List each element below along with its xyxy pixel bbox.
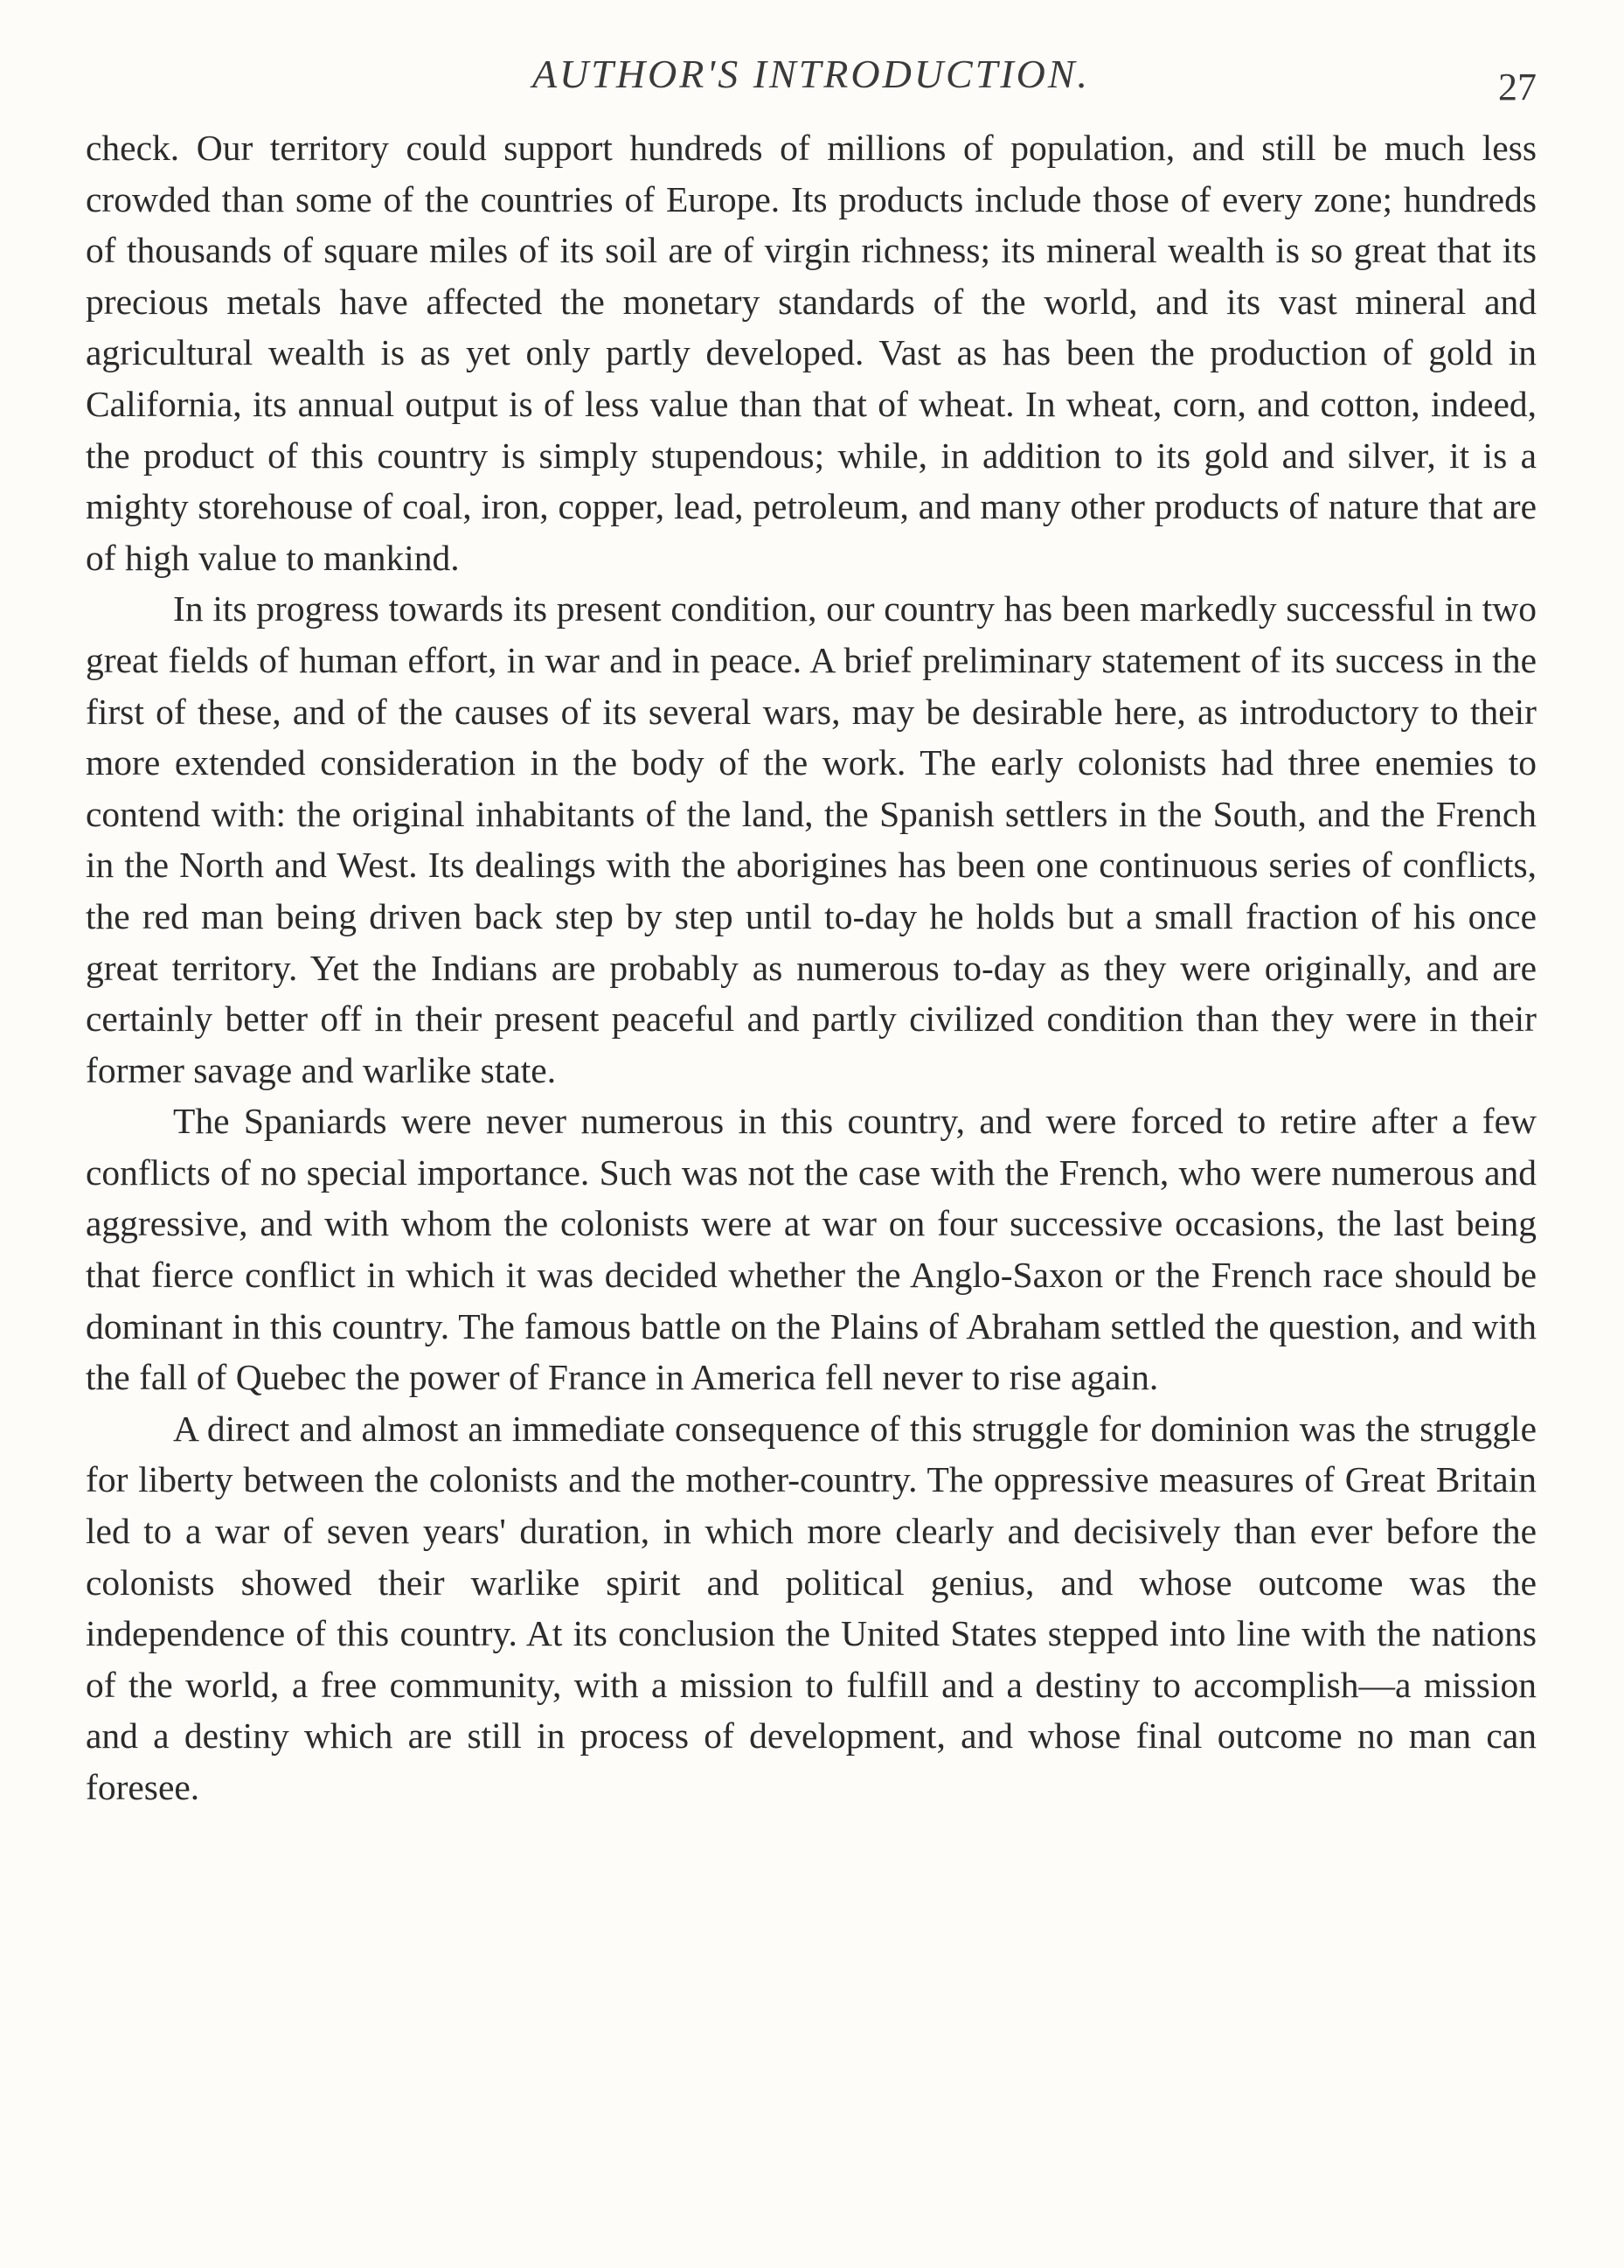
body-text (86, 122, 1537, 1813)
page-number: 27 (1498, 66, 1537, 108)
paragraph-spaniards-french: The Spaniards were never numerous in this country, and were forced to retire after a few conflicts of no special importance. Such was not the case with the French, who were numerous and aggressive, and with whom the colonists were at war on four successive occasions, the last being that fierce conflict in which it was decided whether the Anglo-Saxon or the French race should be dominant in this country. The famous battle on the Plains of Abraham settled the question, and with the fall of Quebec the power of France in America fell never to rise again. (86, 1101, 1537, 1398)
running-head (86, 51, 1537, 112)
paragraph-wars-overview: In its progress towards its present condition, our country has been markedly successful in two great fields of human effort, in war and in peace. A brief preliminary statement of its success in the first of these, and of the causes of its several wars, may be desirable here, as introductory to their more extended consideration in the body of the work. The early colonists had three enemies to contend with: the original inhabitants of the land, the Spanish settlers in the South, and the French in the North and West. Its dealings with the aborigines has been one continuous series of conflicts, the red man being driven back step by step until to-day he holds but a small fraction of his once great territory. Yet the Indians are probably as numerous to-day as they were originally, and are certainly better off in their present peaceful and partly civilized condition than they were in their former savage and warlike state. (86, 588, 1537, 1090)
paragraph-struggle-for-liberty: A direct and almost an immediate consequence of this struggle for dominion was the struggle for liberty between the colonists and the mother-country. The oppressive measures of Great Britain led to a war of seven years' duration, in which more clearly and decisively than ever before the colonists showed their warlike spirit and political genius, and whose outcome was the independence of this country. At its conclusion the United States stepped into line with the nations of the world, a free community, with a mission to fulfill and a destiny to accomplish—a mission and a destiny which are still in process of development, and whose final outcome no man can foresee. (86, 1408, 1537, 1807)
paragraph-continued: check. Our territory could support hundreds of millions of population, and still be much less crowded than some of the countries of Europe. Its products include those of every zone; hundreds of thousands of square miles of its soil are of virgin richness; its mineral wealth is so great that its precious metals have affected the monetary standards of the world, and its vast mineral and agricultural wealth is as yet only partly developed. Vast as has been the production of gold in California, its annual output is of less value than that of wheat. In wheat, corn, and cotton, indeed, the product of this country is simply stupendous; while, in addition to its gold and silver, it is a mighty storehouse of coal, iron, copper, lead, petroleum, and many other products of nature that are of high value to mankind. (86, 128, 1537, 578)
running-title: AUTHOR'S INTRODUCTION. (531, 52, 1091, 96)
